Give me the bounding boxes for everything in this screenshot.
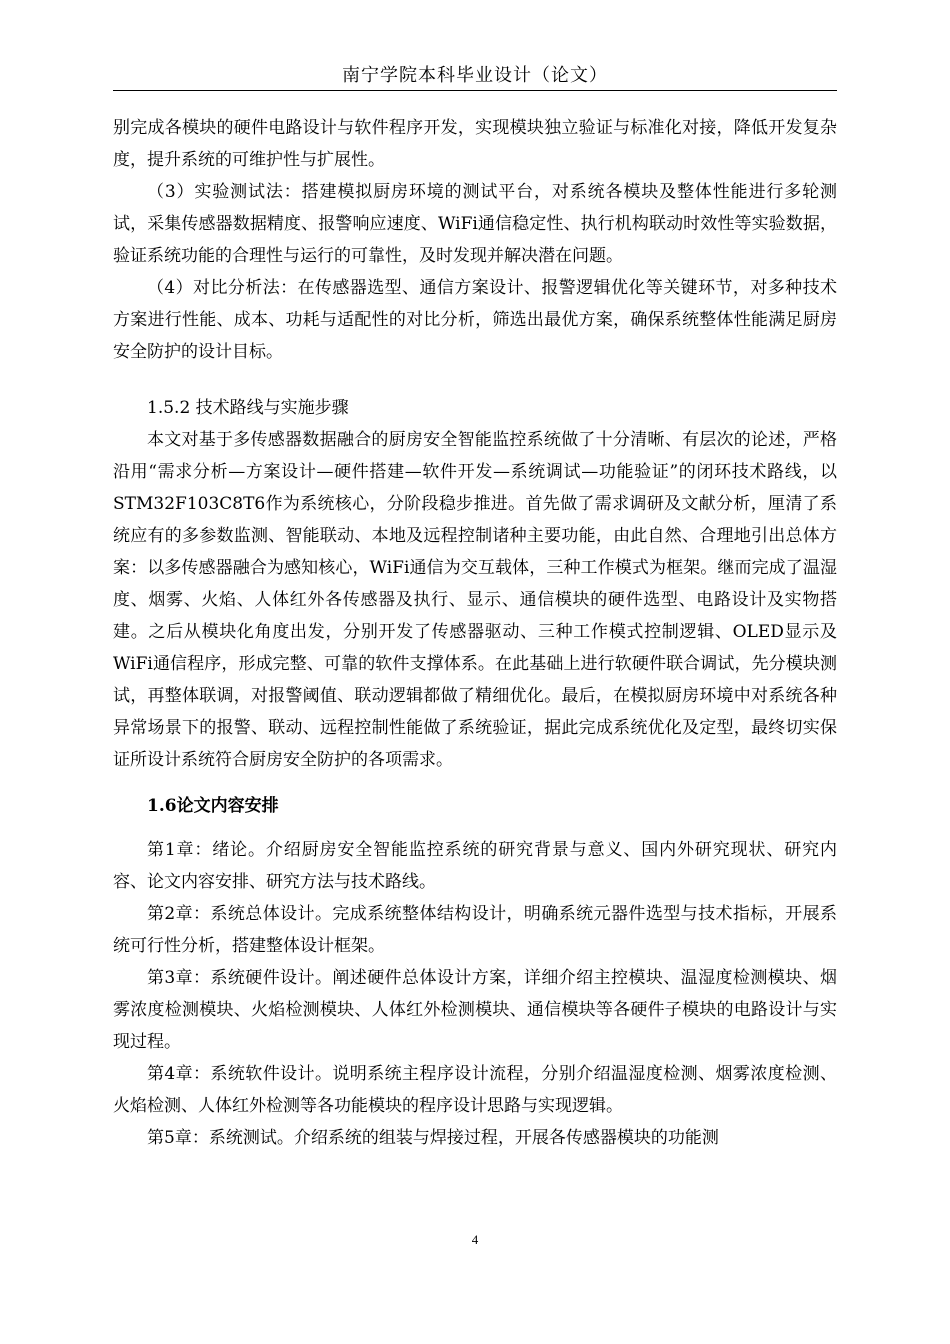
paragraph-chapter-2: 第2章：系统总体设计。完成系统整体结构设计，明确系统元器件选型与技术指标，开展系统可行性分析，搭建整体设计框架。 bbox=[113, 904, 837, 956]
paragraph-technical-route: 本文对基于多传感器数据融合的厨房安全智能监控系统做了十分清晰、有层次的论述，严格沿用“需求分析—方案设计—硬件搭建—软件开发—系统调试—功能验证”的闭环技术路线，以STM32F103C8T6作为系统核心，分阶段稳步推进。首先做了需求调研及文献分析，厘清了系统应有的多参数监测、智能联动、本地及远程控制诸种主要功能，由此自然、合理地引出总体方案：以多传感器融合为感知核心，WiFi通信为交互载体，三种工作模式为框架。继而完成了温湿度、烟雾、火焰、人体红外各传感器及执行、显示、通信模块的硬件选型、电路设计及实物搭建。之后从模块化角度出发，分别开发了传感器驱动、三种工作模式控制逻辑、OLED显示及WiFi通信程序，形成完整、可靠的软件支撑体系。在此基础上进行软硬件联合调试，先分模块测试，再整体联调，对报警阈值、联动逻辑都做了精细优化。最后，在模拟厨房环境中对系统各种异常场景下的报警、联动、远程控制性能做了系统验证，据此完成系统优化及定型，最终切实保证所设计系统符合厨房安全防护的各项需求。 bbox=[113, 430, 837, 770]
page-body bbox=[113, 112, 837, 1154]
subsection-heading-1-5-2: 1.5.2 技术路线与实施步骤 bbox=[147, 398, 349, 418]
header-title: 南宁学院本科毕业设计（论文） bbox=[342, 65, 608, 86]
paragraph-experimental-method: （3）实验测试法：搭建模拟厨房环境的测试平台，对系统各模块及整体性能进行多轮测试，采集传感器数据精度、报警响应速度、WiFi通信稳定性、执行机构联动时效性等实验数据，验证系统功能的合理性与运行的可靠性，及时发现并解决潜在问题。 bbox=[113, 182, 837, 266]
paragraph-chapter-1: 第1章：绪论。介绍厨房安全智能监控系统的研究背景与意义、国内外研究现状、研究内容、论文内容安排、研究方法与技术路线。 bbox=[113, 840, 837, 892]
paragraph-comparative-method: （4）对比分析法：在传感器选型、通信方案设计、报警逻辑优化等关键环节，对多种技术方案进行性能、成本、功耗与适配性的对比分析，筛选出最优方案，确保系统整体性能满足厨房安全防护的设计目标。 bbox=[113, 278, 837, 362]
paragraph-chapter-5: 第5章：系统测试。介绍系统的组装与焊接过程，开展各传感器模块的功能测 bbox=[147, 1128, 719, 1148]
page-number: 4 bbox=[471, 1232, 479, 1247]
paragraph-chapter-4: 第4章：系统软件设计。说明系统主程序设计流程，分别介绍温湿度检测、烟雾浓度检测、火焰检测、人体红外检测等各功能模块的程序设计思路与实现逻辑。 bbox=[113, 1064, 837, 1116]
page-header bbox=[113, 60, 837, 91]
paragraph-continuation: 别完成各模块的硬件电路设计与软件程序开发，实现模块独立验证与标准化对接，降低开发复杂度，提升系统的可维护性与扩展性。 bbox=[113, 118, 837, 170]
paragraph-chapter-3: 第3章：系统硬件设计。阐述硬件总体设计方案，详细介绍主控模块、温湿度检测模块、烟雾浓度检测模块、火焰检测模块、人体红外检测模块、通信模块等各硬件子模块的电路设计与实现过程。 bbox=[113, 968, 837, 1052]
section-heading-1-6: 1.6论文内容安排 bbox=[147, 796, 279, 816]
